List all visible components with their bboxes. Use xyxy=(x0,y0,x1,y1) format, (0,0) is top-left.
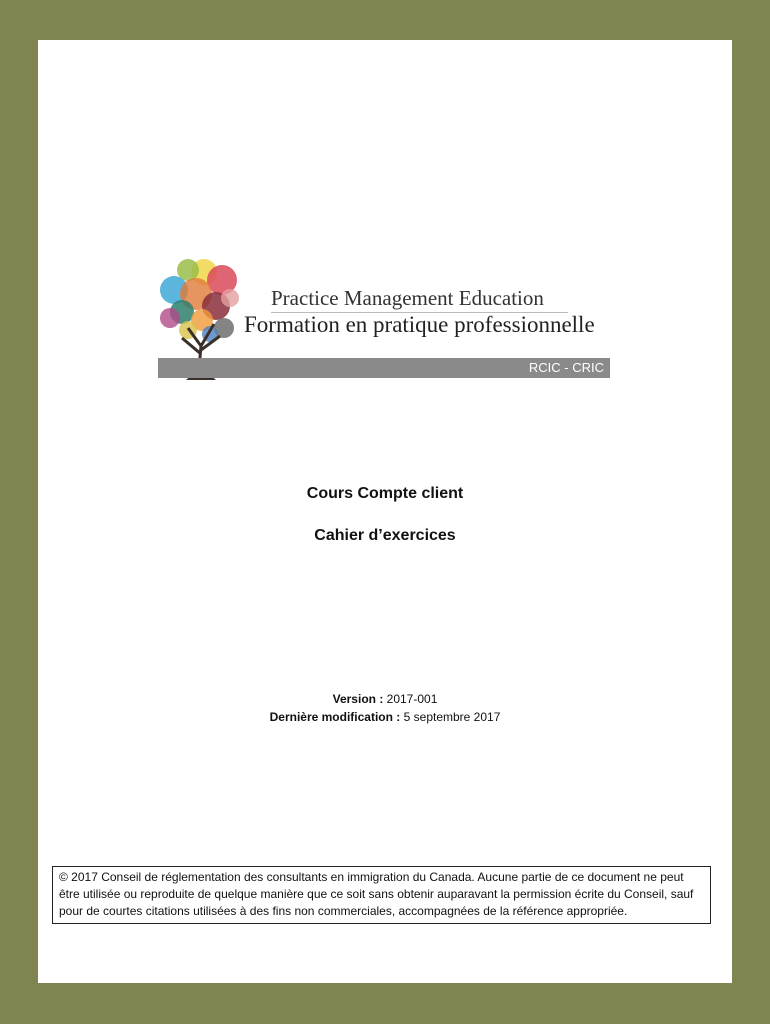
workbook-title: Cahier d’exercices xyxy=(314,527,456,544)
pme-logo xyxy=(158,258,612,382)
version-label: Version : xyxy=(332,692,384,706)
modified-label: Dernière modification : xyxy=(269,710,401,724)
copyright-notice: © 2017 Conseil de réglementation des consultants en immigration du Canada. Aucune partie de ce document ne peut être utilisée ou reproduite de quelque manière que ce soit sans obtenir auparavant la permission écrite du Conseil, sauf pour de courtes citations utilisées à des fins non commerciales, accompagnées de la référence appropriée. xyxy=(52,866,711,924)
logo-text-french: Formation en pratique professionnelle xyxy=(244,312,595,337)
logo-bar xyxy=(158,358,610,378)
version-line xyxy=(38,692,732,706)
document-page xyxy=(38,40,732,983)
version-value: 2017-001 xyxy=(386,692,438,706)
modified-value: 5 septembre 2017 xyxy=(403,710,501,724)
logo-bar-text: RCIC - CRIC xyxy=(528,360,604,375)
course-title: Cours Compte client xyxy=(306,485,464,502)
logo-text-english: Practice Management Education xyxy=(271,286,544,310)
modified-line xyxy=(38,710,732,724)
